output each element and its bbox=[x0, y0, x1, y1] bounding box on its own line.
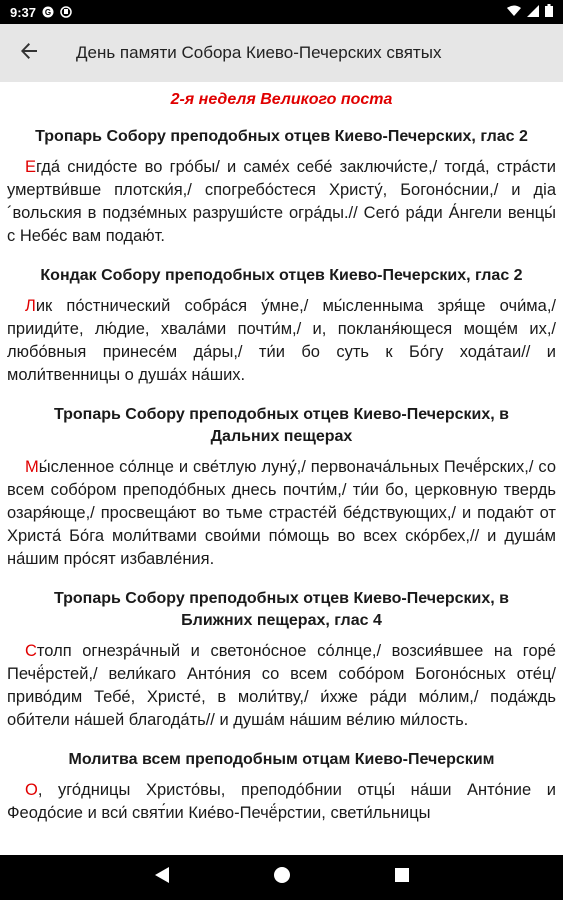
service-subtitle: 2-я неделя Великого поста bbox=[170, 91, 393, 108]
drop-cap: М bbox=[25, 458, 39, 476]
prayer-section bbox=[7, 588, 556, 732]
prayer-body: толп огнезра́чный и светоно́сное со́лнце,/ возсия́вшее на горе́ Печё́рстей,/ вели́каго Анто́ния со всем собо́ром Богоно́сных оте́ц/ приво́дим Тебе́, Христе́, в моли́тву,/ и́хже ра́ди мо́лим,/ пода́ждь оби́тели на́шей благода́ть// и душа́м на́шим ве́лию ми́лость. bbox=[7, 642, 556, 729]
prayer-title: Тропарь Собору преподобных отцев Киево-Печерских, в Дальних пещерах bbox=[53, 406, 510, 445]
drop-cap: Е bbox=[25, 158, 37, 176]
back-triangle-icon bbox=[154, 866, 170, 889]
prayer-body: ик по́стнический собра́ся у́мне,/ мы́сленныма зря́ще очи́ма,/ прииди́те, лю́дие, хвала́ми почти́м,/ и, покланя́ющеся моще́м их,/ любо́вныя принесе́м да́ры,/ ти́и бо суть к Бо́гу хода́таи// и моли́твенницы о душа́х на́ших. bbox=[7, 297, 556, 384]
drop-cap: О bbox=[25, 781, 38, 799]
prayer-content[interactable] bbox=[0, 82, 563, 855]
drop-cap: Л bbox=[25, 297, 36, 315]
prayer-body: , уго́дницы Христо́вы, преподо́бнии отцы́ на́ши Анто́ние и Феодо́сие и вси́ свят́ии Кие́во-Печё́рстии, свети́льницы bbox=[7, 781, 556, 822]
wifi-icon bbox=[507, 5, 521, 20]
home-circle-icon bbox=[273, 866, 291, 889]
prayer-section bbox=[7, 749, 556, 825]
arrow-back-icon bbox=[20, 42, 38, 65]
prayer-text bbox=[7, 295, 556, 387]
prayer-section bbox=[7, 265, 556, 387]
prayer-title: Молитва всем преподобным отцам Киево-Печерским bbox=[68, 751, 495, 768]
app-bar bbox=[0, 24, 563, 82]
signal-icon bbox=[527, 5, 539, 20]
prayer-text bbox=[7, 779, 556, 825]
status-time: 9:37 bbox=[10, 4, 37, 20]
drop-cap: С bbox=[25, 642, 37, 660]
system-nav-bar bbox=[0, 855, 563, 900]
nav-recents-button[interactable] bbox=[387, 863, 417, 893]
prayer-text bbox=[7, 156, 556, 248]
battery-icon bbox=[545, 4, 553, 20]
prayer-title: Тропарь Собору преподобных отцев Киево-Печерских, глас 2 bbox=[35, 128, 528, 145]
prayer-title: Кондак Собору преподобных отцев Киево-Печерских, глас 2 bbox=[40, 267, 523, 284]
prayer-body: гда́ снидо́сте во гро́бы/ и саме́х себе́ заключи́сте,/ тогда́, стра́сти умертви́вше плотски́я,/ спогребо́стеся Христу́, Богоно́снии,/ и дia´вольския в подзе́мных разруши́сте огра́ды.// Сего́ ра́ди А́нгели венцы́ с Небе́с вам подаю́т. bbox=[7, 158, 556, 245]
page-title: День памяти Собора Киево-Печерских святых bbox=[76, 43, 442, 62]
svg-text:G: G bbox=[44, 8, 52, 17]
nav-home-button[interactable] bbox=[267, 863, 297, 893]
prayer-section bbox=[7, 126, 556, 248]
prayer-text bbox=[7, 640, 556, 732]
back-button[interactable] bbox=[0, 24, 58, 82]
prayer-text bbox=[7, 456, 556, 571]
prayer-title: Тропарь Собору преподобных отцев Киево-Печерских, в Ближних пещерах, глас 4 bbox=[53, 590, 510, 629]
google-g-icon bbox=[42, 6, 54, 18]
nav-back-button[interactable] bbox=[147, 863, 177, 893]
prayer-body: ы́сленное со́лнце и све́тлую луну́,/ первонача́льных Печё́рских,/ со всем собо́ром преподо́бных днесь почти́м,/ ти́и бо, церковную твердь озаря́юще,/ просвеща́ют во тьме страсте́й бе́дствующих,/ и подаю́т от Христа́ Бо́га моли́твами свои́ми по́мощь во всех ско́рбех,// и душа́м на́шим про́сят избавле́ния. bbox=[7, 458, 556, 568]
prayer-section bbox=[7, 404, 556, 571]
status-bar bbox=[0, 0, 563, 24]
notification-icon bbox=[60, 6, 72, 18]
recents-square-icon bbox=[394, 867, 410, 888]
status-left bbox=[10, 5, 72, 20]
status-right bbox=[507, 4, 553, 20]
